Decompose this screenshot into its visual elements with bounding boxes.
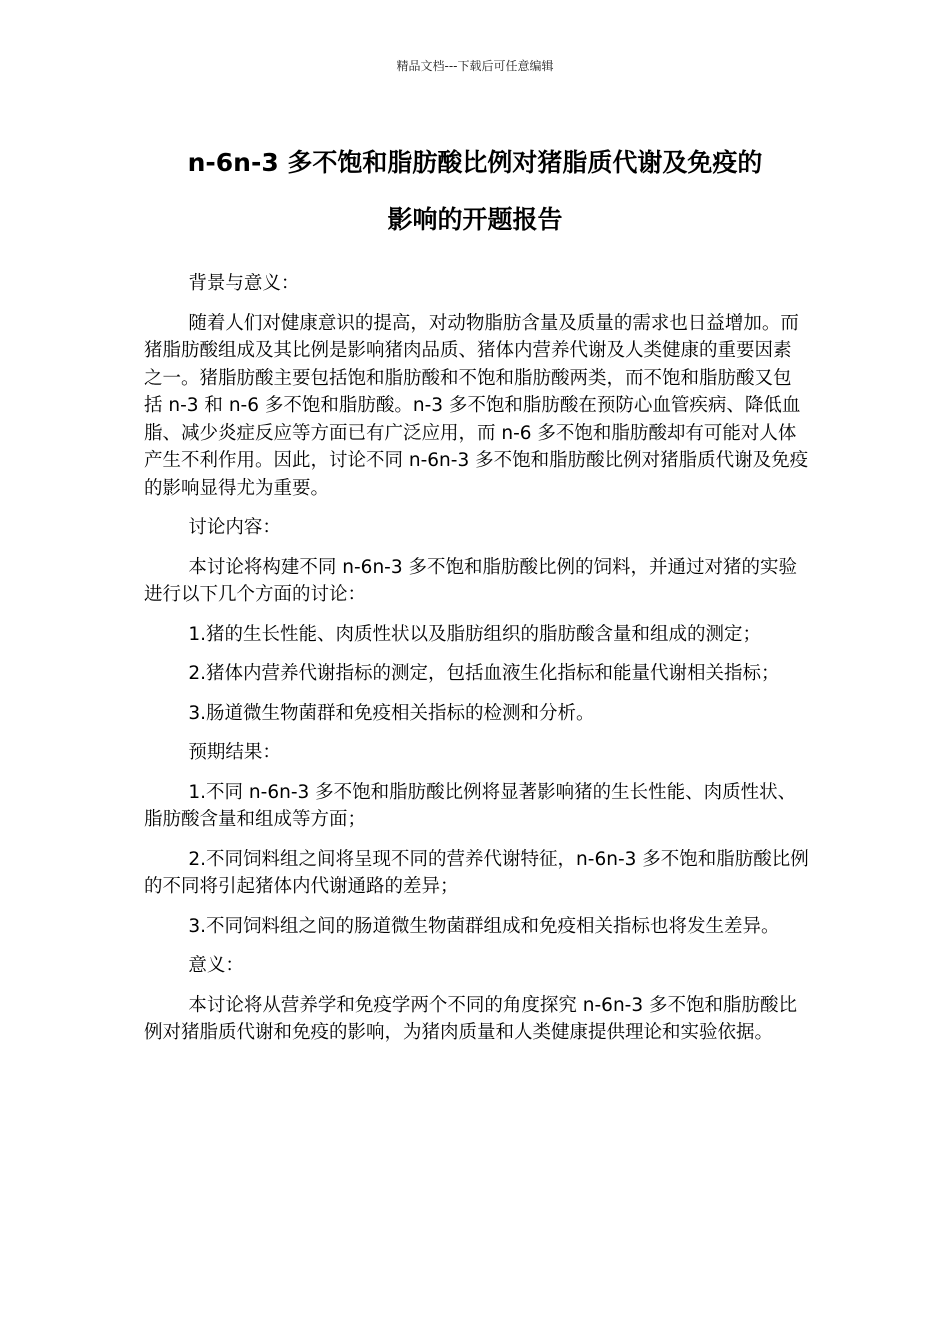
section-heading-expected: 预期结果：: [188, 742, 281, 763]
background-paragraph: 随着人们对健康意识的提高，对动物脂肪含量及质量的需求也日益增加。而猪脂肪酸组成及其比例是影响猪肉品质、猪体内营养代谢及人类健康的重要因素之一。猪脂肪酸主要包括饱和脂肪酸和不饱和脂肪酸两类，而不饱和脂肪酸又包括 n-3 和 n-6 多不饱和脂肪酸。n-3 多不饱和脂肪酸在预防心血管疾病、降低血脂、减少炎症反应等方面已有广泛应用，而 n-6 多不饱和脂肪酸却有可能对人体产生不利作用。因此，讨论不同 n-6n-3 多不饱和脂肪酸比例对猪脂质代谢及免疫的影响显得尤为重要。: [144, 312, 809, 499]
title-line-2: 影响的开题报告: [387, 205, 563, 234]
document-title: [120, 134, 830, 248]
content-item-3: 3.肠道微生物菌群和免疫相关指标的检测和分析。: [188, 702, 595, 724]
content-intro-paragraph: 本讨论将构建不同 n-6n-3 多不饱和脂肪酸比例的饲料，并通过对猪的实验进行以下几个方面的讨论：: [144, 556, 797, 605]
title-line-1: n-6n-3 多不饱和脂肪酸比例对猪脂质代谢及免疫的: [187, 148, 763, 177]
expected-item-2: 2.不同饲料组之间将呈现不同的营养代谢特征，n-6n-3 多不饱和脂肪酸比例的不同将引起猪体内代谢通路的差异；: [144, 848, 809, 897]
section-heading-content: 讨论内容：: [188, 517, 281, 538]
significance-paragraph: 本讨论将从营养学和免疫学两个不同的角度探究 n-6n-3 多不饱和脂肪酸比例对猪脂质代谢和免疫的影响，为猪肉质量和人类健康提供理论和实验依据。: [144, 994, 797, 1043]
document-body: [144, 270, 809, 1059]
content-item-1: 1.猪的生长性能、肉质性状以及脂肪组织的脂肪酸含量和组成的测定；: [188, 623, 762, 645]
header-note: 精品文档---下载后可任意编辑: [396, 59, 554, 73]
section-heading-background: 背景与意义：: [188, 273, 300, 294]
section-heading-significance: 意义：: [188, 955, 244, 976]
content-item-2: 2.猪体内营养代谢指标的测定，包括血液生化指标和能量代谢相关指标；: [188, 663, 780, 684]
expected-item-1: 1.不同 n-6n-3 多不饱和脂肪酸比例将显著影响猪的生长性能、肉质性状、脂肪酸含量和组成等方面；: [144, 781, 797, 830]
expected-item-3: 3.不同饲料组之间的肠道微生物菌群组成和免疫相关指标也将发生差异。: [188, 915, 780, 937]
